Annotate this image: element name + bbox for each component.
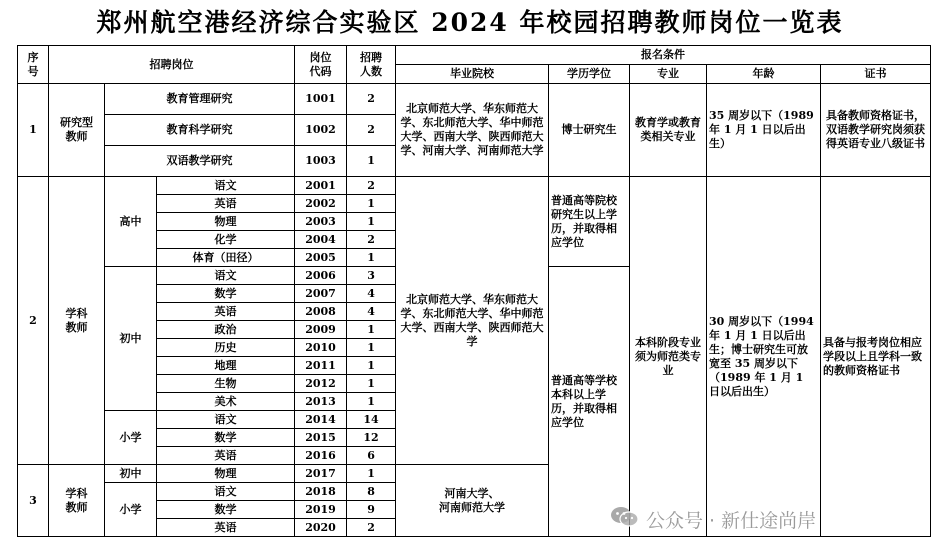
school-cell: 北京师范大学、华东师范大学、东北师范大学、华中师范大学、西南大学、陕西师范大学、河南大学、河南师范大学 <box>396 84 549 177</box>
code-cell: 2019 <box>295 501 347 519</box>
age-cell: 30 周岁以下（1994 年 1 月 1 日以后出生；博士研究生可放宽至 35 周岁以下（1989 年 1 月 1 日以后出生） <box>707 177 821 537</box>
post-cell: 地理 <box>157 357 295 375</box>
count-cell: 6 <box>347 447 396 465</box>
category-cell: 学科 教师 <box>49 465 105 537</box>
code-cell: 2020 <box>295 519 347 537</box>
watermark <box>610 505 910 535</box>
category-cell: 学科 教师 <box>49 177 105 465</box>
table-row <box>18 84 931 115</box>
code-cell: 2010 <box>295 339 347 357</box>
count-cell: 2 <box>347 177 396 195</box>
code-cell: 1001 <box>295 84 347 115</box>
code-cell: 2018 <box>295 483 347 501</box>
count-cell: 1 <box>347 195 396 213</box>
post-cell: 政治 <box>157 321 295 339</box>
page-title: 郑州航空港经济综合实验区 2024 年校园招聘教师岗位一览表 <box>96 8 844 37</box>
post-cell: 语文 <box>157 177 295 195</box>
major-cell: 教育学或教育类相关专业 <box>630 84 707 177</box>
count-cell: 9 <box>347 501 396 519</box>
post-cell: 语文 <box>157 267 295 285</box>
count-cell: 1 <box>347 146 396 177</box>
seq-cell: 3 <box>18 465 49 537</box>
count-cell: 2 <box>347 115 396 146</box>
code-cell: 2015 <box>295 429 347 447</box>
code-cell: 2011 <box>295 357 347 375</box>
degree-cell: 博士研究生 <box>549 84 630 177</box>
post-cell: 双语教学研究 <box>105 146 295 177</box>
post-cell: 数学 <box>157 285 295 303</box>
watermark-text: 公众号 · 新仕途尚岸 <box>646 510 817 532</box>
header-conditions: 报名条件 <box>396 46 931 65</box>
cert-cell: 具备教师资格证书，双语教学研究岗须获得英语专业八级证书 <box>821 84 931 177</box>
post-cell: 英语 <box>157 195 295 213</box>
post-cell: 化学 <box>157 231 295 249</box>
post-cell: 教育科学研究 <box>105 115 295 146</box>
code-cell: 2003 <box>295 213 347 231</box>
major-cell: 本科阶段专业须为师范类专业 <box>630 177 707 537</box>
code-cell: 2005 <box>295 249 347 267</box>
code-cell: 2009 <box>295 321 347 339</box>
count-cell: 1 <box>347 465 396 483</box>
count-cell: 1 <box>347 357 396 375</box>
code-cell: 2007 <box>295 285 347 303</box>
school-cell: 河南大学、 河南师范大学 <box>396 465 549 537</box>
wechat-icon <box>610 505 640 538</box>
code-cell: 2017 <box>295 465 347 483</box>
count-cell: 3 <box>347 267 396 285</box>
post-cell: 历史 <box>157 339 295 357</box>
table-row <box>18 177 931 195</box>
count-cell: 1 <box>347 213 396 231</box>
seq-cell: 2 <box>18 177 49 465</box>
post-cell: 生物 <box>157 375 295 393</box>
count-cell: 2 <box>347 84 396 115</box>
count-cell: 14 <box>347 411 396 429</box>
count-cell: 1 <box>347 393 396 411</box>
positions-table <box>17 45 931 537</box>
school-cell: 北京师范大学、华东师范大学、东北师范大学、华中师范大学、西南大学、陕西师范大学 <box>396 177 549 465</box>
degree-cell: 普通高等院校研究生以上学历，并取得相应学位 <box>549 177 630 267</box>
degree-cell: 普通高等学校本科以上学历，并取得相应学位 <box>549 267 630 537</box>
post-cell: 教育管理研究 <box>105 84 295 115</box>
header-major: 专业 <box>630 65 707 84</box>
post-cell: 语文 <box>157 411 295 429</box>
post-cell: 体育（田径） <box>157 249 295 267</box>
code-cell: 1003 <box>295 146 347 177</box>
count-cell: 4 <box>347 285 396 303</box>
code-cell: 2013 <box>295 393 347 411</box>
post-cell: 语文 <box>157 483 295 501</box>
code-cell: 2006 <box>295 267 347 285</box>
post-cell: 物理 <box>157 213 295 231</box>
post-cell: 数学 <box>157 429 295 447</box>
header-cert: 证书 <box>821 65 931 84</box>
code-cell: 2004 <box>295 231 347 249</box>
cert-cell: 具备与报考岗位相应学段以上且学科一致的教师资格证书 <box>821 177 931 537</box>
post-cell: 英语 <box>157 303 295 321</box>
count-cell: 1 <box>347 249 396 267</box>
code-cell: 2012 <box>295 375 347 393</box>
level-cell: 初中 <box>105 465 157 483</box>
level-cell: 高中 <box>105 177 157 267</box>
header-age: 年龄 <box>707 65 821 84</box>
seq-cell: 1 <box>18 84 49 177</box>
count-cell: 12 <box>347 429 396 447</box>
category-cell: 研究型 教师 <box>49 84 105 177</box>
count-cell: 1 <box>347 321 396 339</box>
count-cell: 1 <box>347 375 396 393</box>
code-cell: 2016 <box>295 447 347 465</box>
code-cell: 2008 <box>295 303 347 321</box>
post-cell: 英语 <box>157 447 295 465</box>
code-cell: 2014 <box>295 411 347 429</box>
header-count: 招聘 人数 <box>347 46 396 84</box>
level-cell: 初中 <box>105 267 157 411</box>
code-cell: 1002 <box>295 115 347 146</box>
age-cell: 35 周岁以下（1989 年 1 月 1 日以后出生） <box>707 84 821 177</box>
count-cell: 4 <box>347 303 396 321</box>
post-cell: 英语 <box>157 519 295 537</box>
header-post: 招聘岗位 <box>49 46 295 84</box>
header-seq: 序 号 <box>18 46 49 84</box>
count-cell: 2 <box>347 231 396 249</box>
post-cell: 数学 <box>157 501 295 519</box>
level-cell: 小学 <box>105 483 157 537</box>
header-code: 岗位 代码 <box>295 46 347 84</box>
level-cell: 小学 <box>105 411 157 465</box>
code-cell: 2001 <box>295 177 347 195</box>
header-degree: 学历学位 <box>549 65 630 84</box>
post-cell: 美术 <box>157 393 295 411</box>
count-cell: 1 <box>347 339 396 357</box>
code-cell: 2002 <box>295 195 347 213</box>
post-cell: 物理 <box>157 465 295 483</box>
count-cell: 8 <box>347 483 396 501</box>
header-school: 毕业院校 <box>396 65 549 84</box>
count-cell: 2 <box>347 519 396 537</box>
